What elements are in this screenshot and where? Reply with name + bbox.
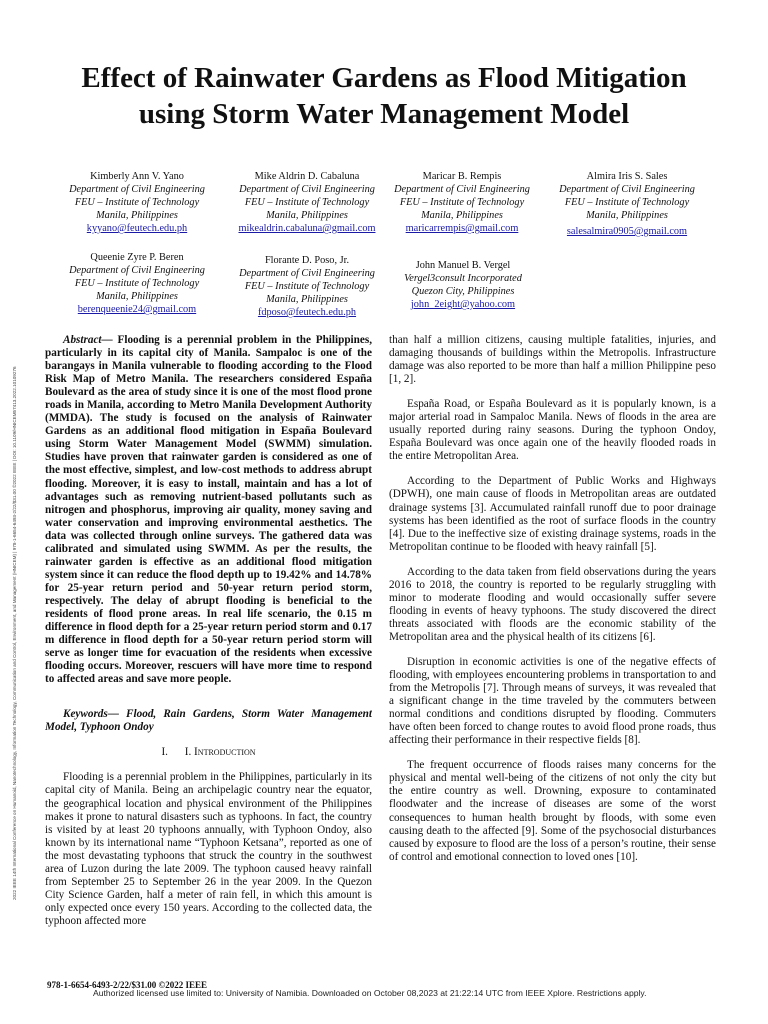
author-department: Department of Civil Engineering: [69, 184, 205, 195]
author-name: Kimberly Ann V. Yano: [90, 171, 184, 182]
author-name: Maricar B. Rempis: [422, 171, 502, 182]
author-location: Manila, Philippines: [266, 294, 348, 305]
author-location: Quezon City, Philippines: [411, 286, 515, 297]
author-institution: FEU – Institute of Technology: [74, 197, 200, 208]
author-location: Manila, Philippines: [266, 210, 348, 221]
author-name: Mike Aldrin D. Cabaluna: [254, 171, 360, 182]
right-column: [389, 334, 716, 979]
author-location: Manila, Philippines: [96, 210, 178, 221]
author-department: Department of Civil Engineering: [559, 184, 695, 195]
body-paragraph: España Road, or España Boulevard as it is popularly known, is a major arterial road in Sampaloc Manila. News of floods in the area are usually reported during rainy seasons. During the typhoon Ondoy, España Boulevard was once again one of the heavily flooded roads in the entire Metropolitan Area.: [389, 398, 716, 463]
author-institution: Vergel3consult Incorporated: [404, 273, 522, 284]
author-block: [42, 251, 232, 316]
author-block: [532, 170, 722, 238]
author-name: Queenie Zyre P. Beren: [90, 252, 184, 263]
body-paragraph: than half a million citizens, causing multiple fatalities, injuries, and damaging thousands of buildings within the Metropolis. Infrastructure damage was also reported to be more than half a million Philippine peso [1, 2].: [389, 334, 716, 386]
side-citation-text: 2022 IEEE 14th International Conference on Humanoid, Nanotechnology, Information Technology, Communication and Control, Environment, and Management (HNICEM) | 978-1-6654-6493-2/22/$31.00 ©2022 IEEE | DOI: 10.1109/HNICEM57413.2022.10109276: [12, 366, 17, 900]
abstract: [45, 334, 372, 686]
author-block: [368, 259, 558, 311]
author-name: Almira Iris S. Sales: [586, 171, 668, 182]
abstract-text: Flooding is a perennial problem in the Philippines, particularly in its capital city of Manila. Sampaloc is one of the barangays in Manila vulnerable to flooding according to the Flood Risk Map of Metro Manila. The researchers considered España Boulevard as the area of study since it is one of the most flood prone roads in Manila, according to Metro Manila Development Authority (MMDA). The study is focused on the analysis of Rainwater Gardens as an additional flood mitigation in España Boulevard using Storm Water Management Model (SWMM) simulation. Studies have proven that rainwater garden is considered as one of the most effective, simplest, and low-cost methods to address abrupt flooding. Moreover, it is easy to install, maintain and has a lot of advantages such as removing nutrient-based pollutants such as nitrogen and phosphorus, improving air quality, money saving and water conservation and improving environmental aesthetics. The data was collected through online surveys. The gathered data was calibrated and simulated using SWMM. As per the results, the rainwater garden is effective as an additional flood mitigation system since it can reduce the flood depth up to 19.42% and 14.78% for 25-year return period and 50-year return period storm, respectively. The delay of abrupt flooding is beneficial to the residents of flood prone areas. In real life scenario, the 0.15 m difference in flood depth for a 25-year return period storm and 0.17 m difference in flood depth for a 50-year return period storm will serve as longer time for evacuation of the residents when excessive flooding occurs. Moreover, rescuers will have more time to respond to affected areas and save more people.: [45, 334, 372, 686]
author-email-link[interactable]: fdposo@feutech.edu.ph: [257, 307, 357, 318]
body-paragraph: Flooding is a perennial problem in the Philippines, particularly in its capital city of Manila. Being an archipelagic country near the equator, the geographical location and physical environment of the Philippines makes it prone to natural disasters such as typhoons. In fact, the country is visited by at least 20 typhoons annually, with Typhoon Ondoy, also known by its international name “Typhoon Ketsana”, reported as one of the most devastating typhoons that struck the country in the southwest area of Luzon during the late 2009. The typhoon caused heavy rainfall from September 25 to September 26 in the year 2009. In the Quezon City Science Garden, half a meter of rain fell, in which this amount is only expected once every 150 years. According to the collected data, the typhoon affected more: [45, 771, 372, 927]
author-location: Manila, Philippines: [586, 210, 668, 221]
license-notice: Authorized licensed use limited to: University of Namibia. Downloaded on October 08,2023 at 21:22:14 UTC from IEEE Xplore. Restrictions apply.: [93, 988, 647, 998]
author-name: Florante D. Poso, Jr.: [264, 255, 350, 266]
author-institution: FEU – Institute of Technology: [399, 197, 525, 208]
body-paragraph: The frequent occurrence of floods raises many concerns for the physical and mental well-being of the citizens of not only the city but the entire country as well. Drowning, exposure to contaminated floodwater and the increase of diseases are some of the worst consequences to human health brought by floods, with some even causing death to the affected [9]. Some of the psychosocial disturbances caused by exposure to flood are the loss of a person’s routine, their sense of control and emotional connection to loved ones [10].: [389, 759, 716, 863]
author-block: [367, 170, 557, 235]
author-institution: FEU – Institute of Technology: [244, 281, 370, 292]
keywords: Keywords— Flood, Rain Gardens, Storm Water Management Model, Typhoon Ondoy: [45, 708, 372, 734]
author-institution: FEU – Institute of Technology: [74, 278, 200, 289]
author-email-link[interactable]: john_2eight@yahoo.com: [410, 299, 516, 310]
author-email-link[interactable]: berenqueenie24@gmail.com: [77, 304, 197, 315]
paper-title: Effect of Rainwater Gardens as Flood Mitigation using Storm Water Management Model: [81, 62, 687, 130]
author-email-link[interactable]: salesalmira0905@gmail.com: [566, 226, 688, 237]
ieee-side-citation: [12, 160, 22, 900]
body-paragraph: Disruption in economic activities is one of the negative effects of flooding, with employees encountering problems in transportation to and from the Metropolis [7]. Through means of surveys, it was revealed that a significant change in the time traveled by the commuters between normal conditions and conditions disrupted by flooding. Commuters have often been forced to change routes to avoid flood prone roads, thus affecting their performance in their respective fields [8].: [389, 655, 716, 747]
left-column: [45, 334, 372, 979]
abstract-label: Abstract—: [63, 334, 113, 346]
author-email-link[interactable]: kyyano@feutech.edu.ph: [86, 223, 188, 234]
body-paragraph: According to the Department of Public Works and Highways (DPWH), one main cause of floods in Metropolitan areas are outdated drainage systems [3]. Accumulated rainfall runoff due to poor drainage systems has been identified as the root of surface floods in the country [4]. Due to the ineffective size of existing drainage systems, roads in the Metropolitan continue to be flooded with heavy rainfall [5].: [389, 475, 716, 553]
author-department: Department of Civil Engineering: [239, 184, 375, 195]
author-block: [42, 170, 232, 235]
author-email-link[interactable]: maricarrempis@gmail.com: [405, 223, 519, 234]
isbn-footer: 978-1-6654-6493-2/22/$31.00 ©2022 IEEE: [47, 980, 207, 990]
author-department: Department of Civil Engineering: [394, 184, 530, 195]
author-department: Department of Civil Engineering: [69, 265, 205, 276]
author-name: John Manuel B. Vergel: [415, 260, 511, 271]
section-heading: I. I. Introduction: [161, 746, 256, 759]
author-location: Manila, Philippines: [421, 210, 503, 221]
author-institution: FEU – Institute of Technology: [244, 197, 370, 208]
body-paragraph: According to the data taken from field observations during the years 2016 to 2018, the country is reported to be regularly struggling with minor to moderate flooding and would occasionally suffer severe flooding in events of heavy typhoons. The study discovered the direct threats associated with floods are the economic stability of the Metropolitan area and the physical health of its citizens [6].: [389, 565, 716, 643]
author-location: Manila, Philippines: [96, 291, 178, 302]
author-department: Department of Civil Engineering: [239, 268, 375, 279]
author-institution: FEU – Institute of Technology: [564, 197, 690, 208]
author-email-link[interactable]: mikealdrin.cabaluna@gmail.com: [238, 223, 376, 234]
